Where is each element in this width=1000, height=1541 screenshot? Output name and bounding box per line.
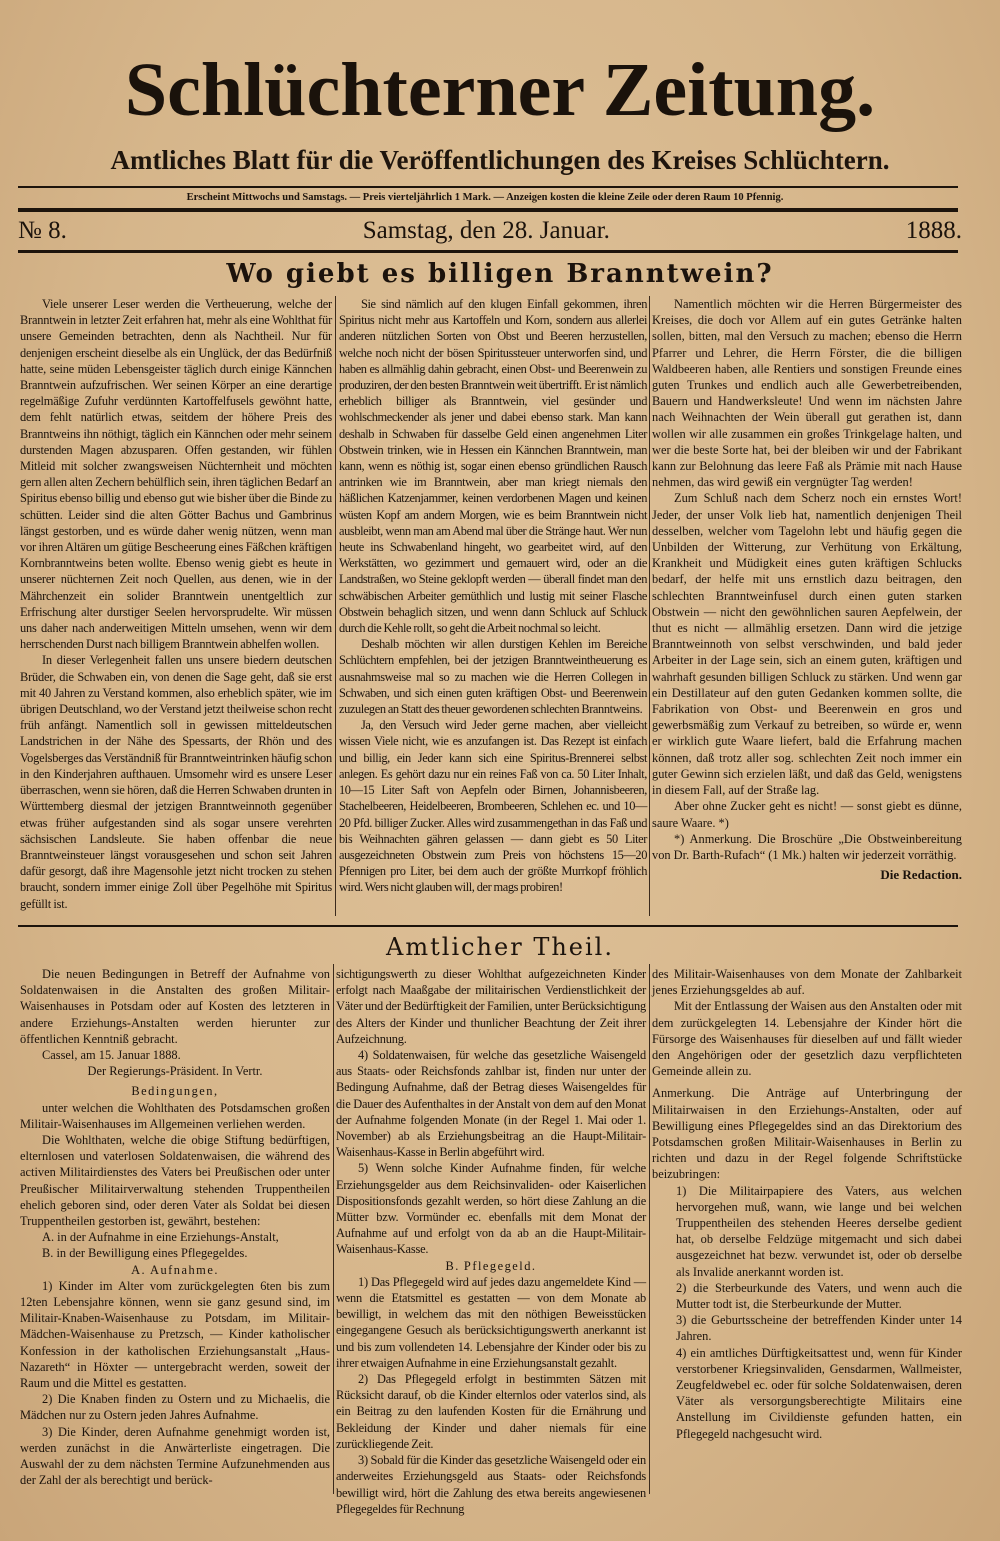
paragraph: 3) Sobald für die Kinder das gesetzliche Waisengeld oder ein anderweites Erziehungsgeld aus Staats- oder Reichsfonds bewilligt wird, hört die Zahlung des etwa bereits angewiesenen Pflegegeldes für Rechnung (336, 1453, 646, 1516)
paragraph: Namentlich möchten wir die Herren Bürgermeister des Kreises, die doch vor Allem auf ein gutes Getränke halten sollen, bitten, mal den Versuch zu machen; ebenso die Herrn Pfarrer und Lehrer, die Herrn Förster, die die billigen Waldbeeren haben, alle Rentiers und sonstigen Freunde eines guten Trunkes und endlich auch alle Gewerbetreibenden, Bauern und Handwerksleute! Und wenn im nächsten Jahre nach Weihnachten der Wein überall gut gerathen ist, dann wollen wir alle zusammen ein großes Trinkgelage halten, und wer die beste Sorte hat, bei der bleiben wir und der Fabrikant kann zur Belohnung das leere Faß als Prämie mit nach Hause nehmen, das wird gewiß ein vergnügter Tag werden! (652, 297, 962, 490)
section-heading: Amtlicher Theil. (386, 933, 614, 961)
divider (18, 250, 958, 253)
section-divider (18, 925, 958, 927)
official-column-3 (652, 966, 962, 1536)
paragraph: 4) Soldatenwaisen, für welche das gesetzliche Waisengeld aus Staats- oder Reichsfonds zahlbar ist, finden nur unter der Bedingung Aufnahme, daß der Betrag dieses Waisengeldes für die Dauer des Aufenthaltes in der Anstalt von dem auf den Monat der Aufnahme folgenden Monate (in der Regel 1. Mai oder 1. November) ab als Erziehungsbeitrag an die Haupt-Militair-Waisenhaus-Kasse in Berlin abgeführt wird. (336, 1048, 646, 1160)
article-headline: Wo giebt es billigen Branntwein? (226, 259, 774, 289)
list-item: 2) die Sterbeurkunde des Vaters, und wenn auch die Mutter todt ist, die Sterbeurkunde der Mutter. (676, 1280, 962, 1312)
signature: Die Redaction. (880, 867, 962, 883)
paragraph: 5) Wenn solche Kinder Aufnahme finden, für welche Erziehungsgelder aus dem Reichsinvaliden- oder Kaiserlichen Dispositionsfonds gezahlt werden, so hört diese Zahlung an die Mütter bzw. Vormünder ec. ebenfalls mit dem Monat der Aufnahme auf und erfolgt von da ab an die Haupt-Militair-Waisenhaus-Kasse. (336, 1161, 646, 1257)
authority: Der Regierungs-Präsident. In Vertr. (87, 1064, 263, 1079)
paragraph: Zum Schluß nach dem Scherz noch ein ernstes Wort! Jeder, der unser Volk lieb hat, namentlich denjenigen Theil desselben, welcher vom Tagelohn lebt und häufig gegen die Unbilden der Witterung, zur Verhütung von Erkältung, Krankheit und Müdigkeit eines guten kräftigen Schlucks bedarf, der helfe mit uns ernstlich dazu beitragen, den schlechten Branntweinfusel durch einen guten starken Obstwein — nicht den gewöhnlichen sauren Aepfelwein, der thut es nicht — allmählig ersetzen. Dann wird die jetzige Branntweinnoth von selbst verschwinden, und bald jeder Arbeiter in der Lage sein, sich an einem guten, kräftigen und wahrhaft gesunden billigen Schluck zu stärken. Und wenn gar ein Destillateur auf den guten Gedanken kommen sollte, die Fabrikation von Obst- und Beerenwein en gros und gewerbsmäßig zum Verkauf zu betreiben, so würde er, wenn er wirklich gute Waare liefert, bald die Erfahrung machen können, daß trotz aller sog. schlechten Zeit noch immer ein guter Gewinn sich erzielen läßt, und daß das Geld, wenigstens in diesem Fall, auf der Straße lag. (652, 491, 962, 798)
paragraph: Die neuen Bedingungen in Betreff der Aufnahme von Soldatenwaisen in die Anstalten des großen Militair-Waisenhauses in Potsdam oder auf Kosten des letzteren in andere Erziehungs-Anstalten werden hierunter zur öffentlichen Kenntniß gebracht. (20, 967, 330, 1046)
paragraph: 3) Die Kinder, deren Aufnahme genehmigt worden ist, werden zunächst in die Anwärterliste eingetragen. Die Auswahl der zu dem nächsten Termine Aufzunehmenden aus der Zahl der als berechtigt und berück- (20, 1424, 330, 1488)
list-item: 3) die Geburtsscheine der betreffenden Kinder unter 14 Jahren. (676, 1313, 962, 1344)
issue-number: № 8. (18, 217, 67, 244)
paragraph: Deshalb möchten wir allen durstigen Kehlen im Bereiche Schlüchtern empfehlen, bei der jetzigen Branntweintheuerung es ausnahmsweise mal so zu machen wie die Herren Collegen in Schwaben, und sich einen guten kräftigen Obst- und Beerenwein zuzulegen an Statt des theuer gewordenen schlechten Branntweins. (339, 637, 647, 717)
list-item: 1) Die Militairpapiere des Vaters, aus welchen hervorgehen muß, wann, wie lange und bei welchen Truppentheilen des stehenden Heeres derselbe gedient hat, ob derselbe Feldzüge mitgemacht und sich dabei ausgezeichnet hat bezw. verwundet ist, oder ob derselbe als Invalide anerkannt worden ist. (676, 1183, 962, 1279)
article-column-3 (652, 296, 962, 918)
paragraph: 2) Die Knaben finden zu Ostern und zu Michaelis, die Mädchen nur zu Ostern jeden Jahres Aufnahme. (20, 1392, 330, 1423)
newspaper-subtitle: Amtliches Blatt für die Veröffentlichungen des Kreises Schlüchtern. (110, 145, 890, 175)
paragraph: In dieser Verlegenheit fallen uns unsere biedern deutschen Brüder, die Schwaben ein, von denen die Sage geht, daß sie erst mit 40 Jahren zu Verstand kommen, also erheblich später, wie im übrigen Deutschland, wo der Verstand jetzt theilweise schon recht früh anfängt. Namentlich soll in gewissen mitteldeutschen Landstrichen in der Nähe des Spessarts, der Rhön und des Vogelsberges das Verständniß für Branntweintrinken häufig schon in den Kinderjahren aufthauen. Umsomehr wird es unsere Leser überraschen, wenn sie hören, daß die Herren Schwaben drunten in Württemberg diesmal der jetzigen Branntweinnoth gegenüber etwas früher aufgestanden sind als sogar unsere verehrten sächsischen Landsleute. Sie haben offenbar die neue Branntweinsteuer längst vorausgesehen und schon seit Jahren dafür gesorgt, daß ihre Magensohle jetzt nicht trocken zu stehen braucht, sondern immer einige Zoll über Pegelhöhe mit Spiritus gefüllt ist. (20, 653, 332, 911)
paragraph: 2) Das Pflegegeld erfolgt in bestimmten Sätzen mit Rücksicht darauf, ob die Kinder elternlos oder vaterlos sind, als ein Beitrag zu den laufenden Kosten für die Ernährung und Bekleidung der Kinder und daher niemals für eine zurückliegende Zeit. (336, 1372, 646, 1451)
list-item: B. in der Bewilligung eines Pflegegeldes. (42, 1246, 248, 1261)
paragraph: Ja, den Versuch wird Jeder gerne machen, aber vielleicht wissen Viele nicht, wie es anzufangen ist. Das Rezept ist einfach und billig, ein Jeder kann sich eine Spiritus-Brennerei selbst anlegen. Es gehört dazu nur ein reines Faß von ca. 50 Liter Inhalt, 10—15 Liter Saft von Aepfeln oder Birnen, Johannisbeeren, Stachelbeeren, Heidelbeeren, Brombeeren, Schlehen ec. und 10—20 Pfd. billiger Zucker. Alles wird zusammengethan in das Faß und bis Weihnachten gähren gelassen — dann giebt es 50 Liter ausgezeichneten Obstwein zum Preis von höchstens 15—20 Pfennigen pro Liter, bei dem auch der größte Murrkopf fröhlich wird. Wers nicht glauben will, der mags probiren! (339, 718, 647, 895)
official-column-2 (336, 966, 646, 1536)
note-paragraph: Anmerkung. Die Anträge auf Unterbringung der Militairwaisen in den Erziehungs-Anstalten, oder auf Bewilligung eines Pflegegeldes sind an das Direktorium des Potsdamschen großen Militair-Waisenhauses in Berlin zu richten und dazu in der Regel folgende Schriftstücke beizubringen: (652, 1086, 962, 1182)
divider (18, 186, 958, 188)
publication-info: Erscheint Mittwochs und Samstags. — Preis vierteljährlich 1 Mark. — Anzeigen kosten die kleine Zeile oder deren Raum 10 Pfennig. (186, 192, 784, 203)
issue-line (18, 214, 962, 248)
article-column-2 (339, 296, 647, 918)
paragraph: Aber ohne Zucker geht es nicht! — sonst giebt es dünne, saure Waare. *) (652, 799, 962, 830)
place-date: Cassel, am 15. Januar 1888. (42, 1048, 181, 1063)
column-divider (649, 964, 650, 1494)
conditions-title: Bedingungen, (131, 1084, 219, 1099)
paragraph: Die Wohlthaten, welche die obige Stiftung bedürftigen, elternlosen und vaterlosen Soldatenwaisen, die während des activen Militairdienstes des Vaters bei Preußischen oder unter Preußischer Militairverwaltung stehenden Truppentheilen ehelich geboren sind, oder deren Vater als Soldat bei diesen Truppentheilen gestorben ist, gewährt, bestehen: (20, 1133, 330, 1229)
list-item: 4) ein amtliches Dürftigkeitsattest und, wenn für Kinder verstorbener Kriegsinvaliden, Gensdarmen, Wallmeister, Zeugfeldwebel ec. oder für solche Soldatenwaisen, deren Väter als versorgungsberechtigte Militairs eine Anstellung im Civildienste gefunden hatten, ein Pflegegeld nachgesucht wird. (676, 1345, 962, 1441)
paragraph: unter welchen die Wohlthaten des Potsdamschen großen Militair-Waisenhauses im Allgemeinen verliehen werden. (20, 1100, 330, 1131)
paragraph: sichtigungswerth zu dieser Wohlthat aufgezeichneten Kinder erfolgt nach Maaßgabe der militairischen Verdienstlichkeit der Väter und der Bedürftigkeit der Familien, unter Berücksichtigung des Alters der Kinder und thunlicher Beachtung der Zeit ihrer Aufzeichnung. (336, 967, 646, 1046)
paragraph: Viele unserer Leser werden die Vertheuerung, welche der Branntwein in letzter Zeit erfahren hat, mehr als eine Wohlthat für unsere Gemeinden betrachten, denn als Nachtheil. Nur für denjenigen erscheint dieselbe als ein Unglück, der das Bedürfniß hatte, seine müden Lebensgeister täglich durch einige Kännchen Branntwein aufzufrischen. Wer seinen Körper an eine derartige regelmäßige Zufuhr verdünnten Kartoffelfusels gewöhnt hatte, dem fehlt natürlich etwas, seitdem der höhere Preis des Branntweins ihn nöthigt, täglich ein Kännchen oder mehr seinem durstenden Magen abzusparen. Offen gestanden, wir fühlen Mitleid mit solcher zwangsweisen Nüchternheit und möchten gern allen alten Zechern behülflich sein, ihren täglichen Bedarf an Spiritus ebenso billig und ebenso gut wie bisher über die Binde zu schütten. Leider sind die alten Götter Bachus und Gambrinus längst gestorben, und es würde daher wenig nützen, wenn man vor ihren Altären um gütige Bescheerung eines Fäßchen kräftigen Kornbranntweins beten wollte. Ebenso wenig giebt es heute in unserer nüchternen Zeit noch Quellen, aus denen, wie in der Mährchenzeit ein solider Branntwein unentgeltlich zur Erfrischung alter durstiger Seelen hervorsprudelte. Wir müssen uns daher nach anderweitigen Mitteln umsehen, wenn wir dem herrschenden Durst nach billigem Branntwein abhelfen wollen. (20, 297, 332, 652)
paragraph: Sie sind nämlich auf den klugen Einfall gekommen, ihren Spiritus nicht mehr aus Kartoffeln und Korn, sondern aus allerlei anderen nützlichen Sorten von Obst und Beeren herzustellen, welche noch nicht der bösen Spiritussteuer unterworfen sind, und haben es allmählig dahin gebracht, einen Obst- und Beerenwein zu produziren, der den besten Branntwein weit übertrifft. Er ist nämlich erheblich billiger als Branntwein, viel gesünder und wohlschmeckender als jener und dabei ebenso stark. Man kann deshalb in Schwaben für dasselbe Geld einen angenehmen Liter Obstwein trinken, wie in Hessen ein Kännchen Branntwein, man kann, wenn es nöthig ist, sogar einen ebenso gründlichen Rausch antrinken wie im Branntwein, aber man kriegt niemals den häßlichen Katzenjammer, keinen verdorbenen Magen und keinen wüsten Kopf am andern Morgen, wie es beim Branntwein nicht ausbleibt, wenn man am Abend mal über die Stränge haut. Wer nun heute ins Schwabenland hingeht, wo gearbeitet wird, auf den Werkstätten, wo gezimmert und gemauert wird, oder an die Landstraßen, wo Steine geklopft werden — überall findet man den schwäbischen Arbeiter gemüthlich und lustig mit seiner Flasche Obstwein behaglich sitzen, und wenn dann Schluck auf Schluck durch die Kehle rollt, so geht die Arbeit nochmal so leicht. (339, 297, 647, 636)
issue-year: 1888. (905, 217, 962, 244)
newspaper-title: Schlüchterner Zeitung. (124, 48, 876, 132)
subsection-title: B. Pflegegeld. (445, 1258, 537, 1273)
column-divider (649, 296, 650, 916)
column-divider (333, 964, 334, 1494)
list-item: A. in der Aufnahme in eine Erziehungs-Anstalt, (42, 1230, 279, 1245)
column-divider (335, 296, 336, 916)
paragraph: des Militair-Waisenhauses von dem Monate der Zahlbarkeit jenes Erziehungsgeldes ab auf. (652, 967, 962, 998)
official-column-1 (20, 966, 330, 1536)
footnote: *) Anmerkung. Die Broschüre „Die Obstweinbereitung von Dr. Barth-Rufach“ (1 Mk.) halten wir jederzeit vorräthig. (652, 831, 962, 862)
divider (18, 208, 958, 212)
paragraph: 1) Das Pflegegeld wird auf jedes dazu angemeldete Kind — wenn die Etatsmittel es gestatten — von dem Monate ab bewilligt, in welchem das mit den nöthigen Beweisstücken eingegangene Gesuch als berücksichtigungswerth anerkannt ist und bis zum vollendeten 14. Lebensjahre der Kinder oder bis zu ihrer etwaigen Aufnahme in eine Erziehungsanstalt gezahlt. (336, 1274, 646, 1370)
subsection-title: A. Aufnahme. (131, 1262, 219, 1277)
article-column-1 (20, 296, 332, 918)
paragraph: Mit der Entlassung der Waisen aus den Anstalten oder mit dem zurückgelegten 14. Lebensjahre der Kinder hört die Fürsorge des Waisenhauses für dieselben auf und fällt wieder den Angehörigen oder der gesetzlich dazu verpflichteten Gemeinde allein zu. (652, 999, 962, 1079)
issue-date: Samstag, den 28. Januar. (362, 217, 610, 244)
paragraph: 1) Kinder im Alter vom zurückgelegten 6ten bis zum 12ten Lebensjahre können, wenn sie ganz gesund sind, im Militair-Knaben-Waisenhause zu Potsdam, im Militair-Mädchen-Waisenhause zu Pretzsch, — Kinder katholischer Konfession in der katholischen Erziehungsanstalt „Haus-Nazareth“ in Höxter — untergebracht werden, soweit der Raum und die Mittel es gestatten. (20, 1278, 330, 1391)
